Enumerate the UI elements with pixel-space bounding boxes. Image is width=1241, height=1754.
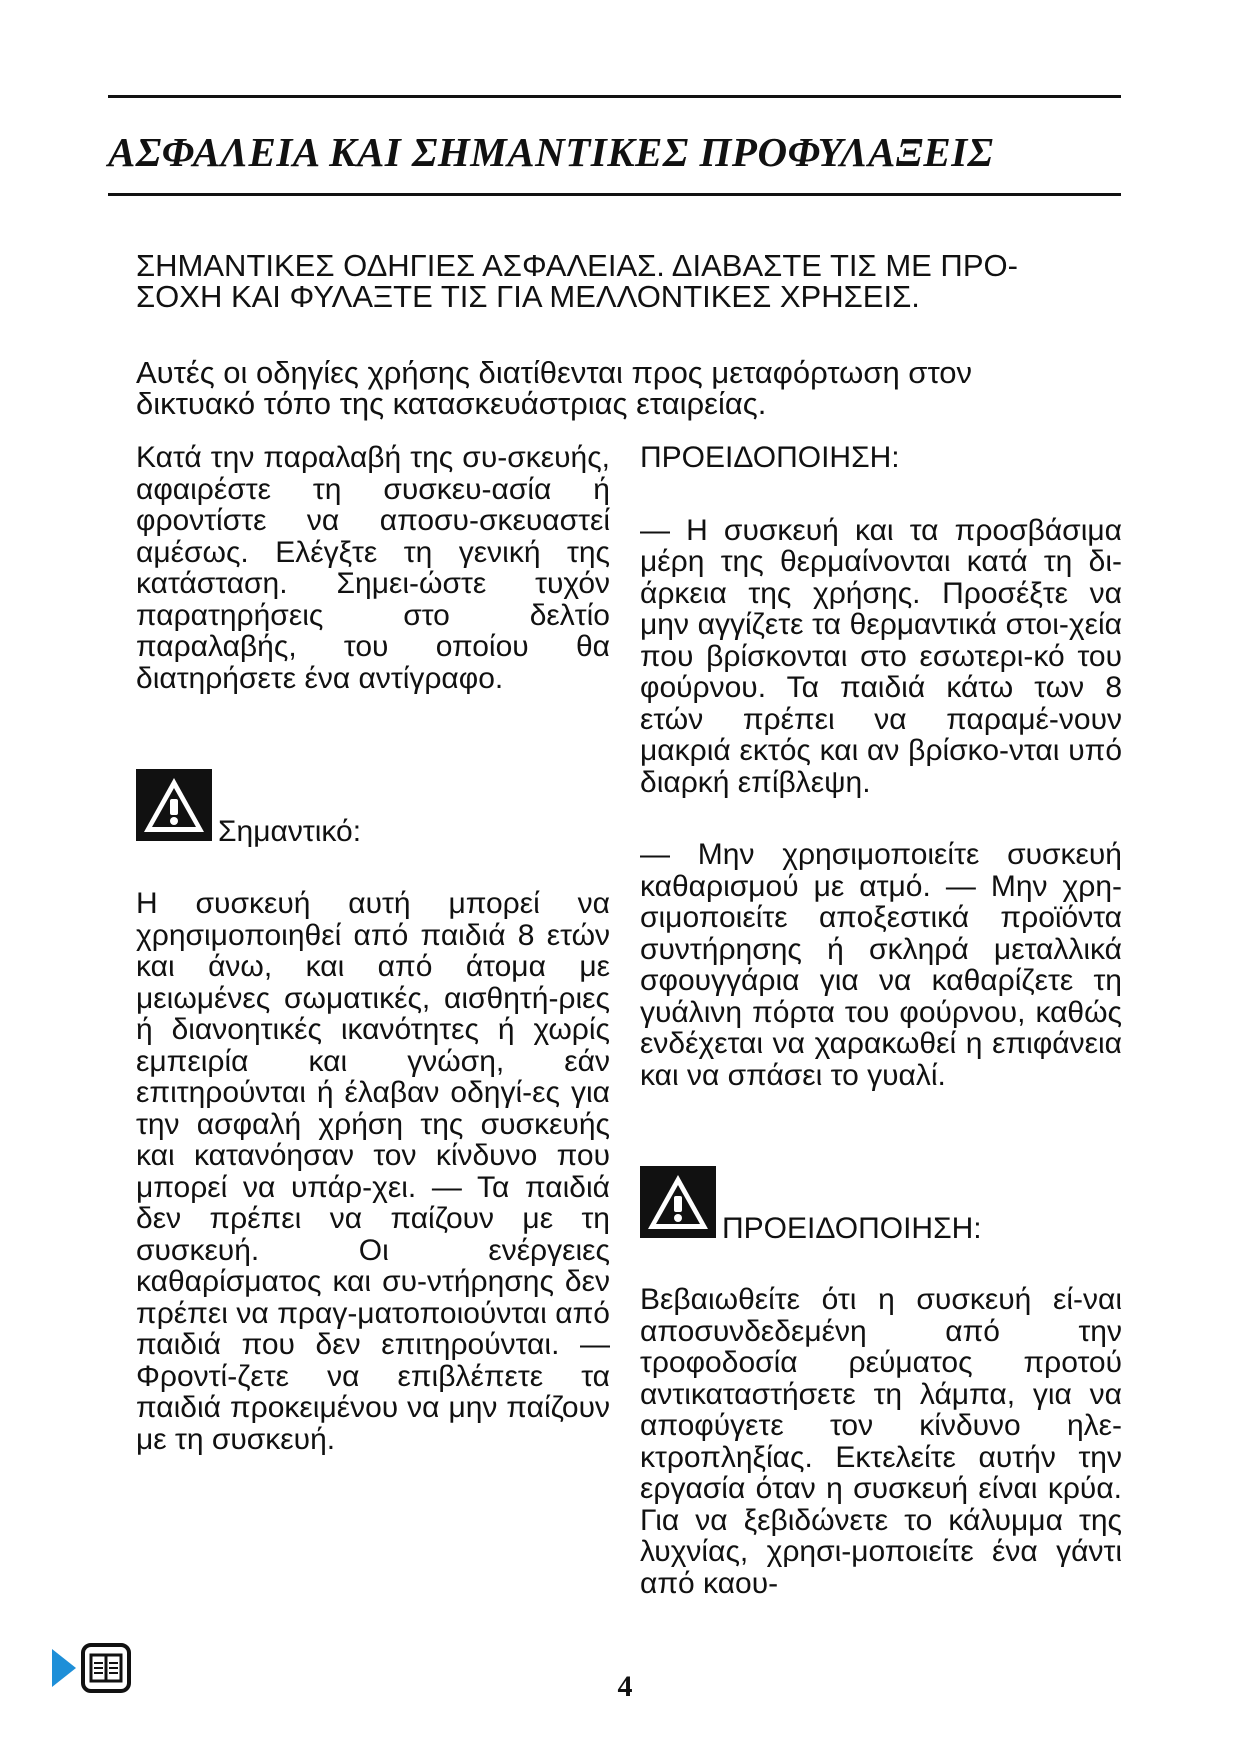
warning-heading: ΠΡΟΕΙΔΟΠΟΙΗΣΗ: bbox=[640, 441, 900, 474]
warning-triangle-icon bbox=[640, 1166, 716, 1238]
document-view-icon[interactable] bbox=[80, 1642, 132, 1694]
download-note: Αυτές οι οδηγίες χρήσης διατίθενται προς μεταφόρτωση στον δικτυακό τόπο της κατασκευάστριας εταιρείας. bbox=[136, 355, 972, 421]
page-navigation[interactable] bbox=[52, 1642, 132, 1694]
hot-parts-paragraph: — Η συσκευή και τα προσβάσιμα μέρη της θερμαίνονται κατά τη δι-άρκεια της χρήσης. Προσέξτε να μην αγγίζετε τα θερμαντικά στοι-χεία που βρίσκονται στο εσωτερι-κό του φούρνου. Τα παιδιά κάτω των 8 ετών πρέπει να παραμέ-νουν μακριά εκτός και αν βρίσκο-νται υπό διαρκή επίβλεψη. bbox=[640, 513, 1122, 799]
lamp-replacement-paragraph: Βεβαιωθείτε ότι η συσκευή εί-ναι αποσυνδεδεμένη από την τροφοδοσία ρεύματος προτού αντικαταστήσετε τη λάμπα, για να αποφύγετε τον κίνδυνο ηλε-κτροπληξίας. Εκτελείτε αυτήν την εργασία όταν η συσκευή είναι κρύα. Για να ξεβιδώνετε το κάλυμμα της λυχνίας, χρησι-μοποιείτε ένα γάντι από καου- bbox=[640, 1283, 1122, 1600]
top-rule bbox=[108, 95, 1121, 98]
safety-instructions-heading: ΣΗΜΑΝΤΙΚΕΣ ΟΔΗΓΙΕΣ ΑΣΦΑΛΕΙΑΣ. ΔΙΑΒΑΣΤΕ ΤΙΣ ΜΕ ΠΡΟ-ΣΟΧΗ ΚΑΙ ΦΥΛΑΞΤΕ ΤΙΣ ΓΙΑ ΜΕΛΛΟΝΤΙΚΕΣ ΧΡΗΣΕΙΣ. bbox=[136, 248, 1018, 314]
page-number: 4 bbox=[617, 1670, 633, 1703]
lamp-warning-notice bbox=[640, 1166, 1122, 1245]
page-title: ΑΣΦΑΛΕΙΑ ΚΑΙ ΣΗΜΑΝΤΙΚΕΣ ΠΡΟΦΥΛΑΞΕΙΣ bbox=[108, 129, 994, 175]
title-underline bbox=[108, 193, 1121, 196]
receipt-paragraph: Κατά την παραλαβή της συ-σκευής, αφαιρέστε τη συσκευ-ασία ή φροντίστε να αποσυ-σκευαστεί αμέσως. Ελέγξτε τη γενική της κατάσταση. Σημει-ώστε τυχόν παρατηρήσεις στο δελτίο παραλαβής, του οποίου θα διατηρήσετε ένα αντίγραφο. bbox=[136, 441, 610, 695]
important-notice bbox=[136, 769, 610, 848]
steam-cleaning-paragraph: — Μην χρησιμοποιείτε συσκευή καθαρισμού με ατμό. — Μην χρη-σιμοποιείτε αποξεστικά προϊόντα συντήρησης ή σκληρά μεταλλικά σφουγγάρια για να καθαρίζετε τη γυάλινη πόρτα του φούρνου, καθώς ενδέχεται να χαρακωθεί η επιφάνεια και να σπάσει το γυαλί. bbox=[640, 838, 1122, 1092]
left-column bbox=[136, 442, 610, 1455]
warning-triangle-icon bbox=[136, 769, 212, 841]
important-label: Σημαντικό: bbox=[218, 814, 362, 848]
right-column bbox=[640, 442, 1122, 1599]
warning-label: ΠΡΟΕΙΔΟΠΟΙΗΣΗ: bbox=[722, 1211, 982, 1245]
important-paragraph: Η συσκευή αυτή μπορεί να χρησιμοποιηθεί από παιδιά 8 ετών και άνω, και από άτομα με μειωμένες σωματικές, αισθητή-ριες ή διανοητικές ικανότητες ή χωρίς εμπειρία και γνώση, εάν επιτηρούνται ή έλαβαν οδηγί-ες για την ασφαλή χρήση της συσκευής και κατανόησαν τον κίνδυνο που μπορεί να υπάρ-χει. — Τα παιδιά δεν πρέπει να παίζουν με τη συσκευή. Οι ενέργειες καθαρίσματος και συ-ντήρησης δεν πρέπει να πραγ-ματοποιούνται από παιδιά που δεν επιτηρούνται. — Φροντί-ζετε να επιβλέπετε τα παιδιά προκειμένου να μην παίζουν με τη συσκευή. bbox=[136, 887, 610, 1456]
play-arrow-icon[interactable] bbox=[52, 1649, 76, 1687]
